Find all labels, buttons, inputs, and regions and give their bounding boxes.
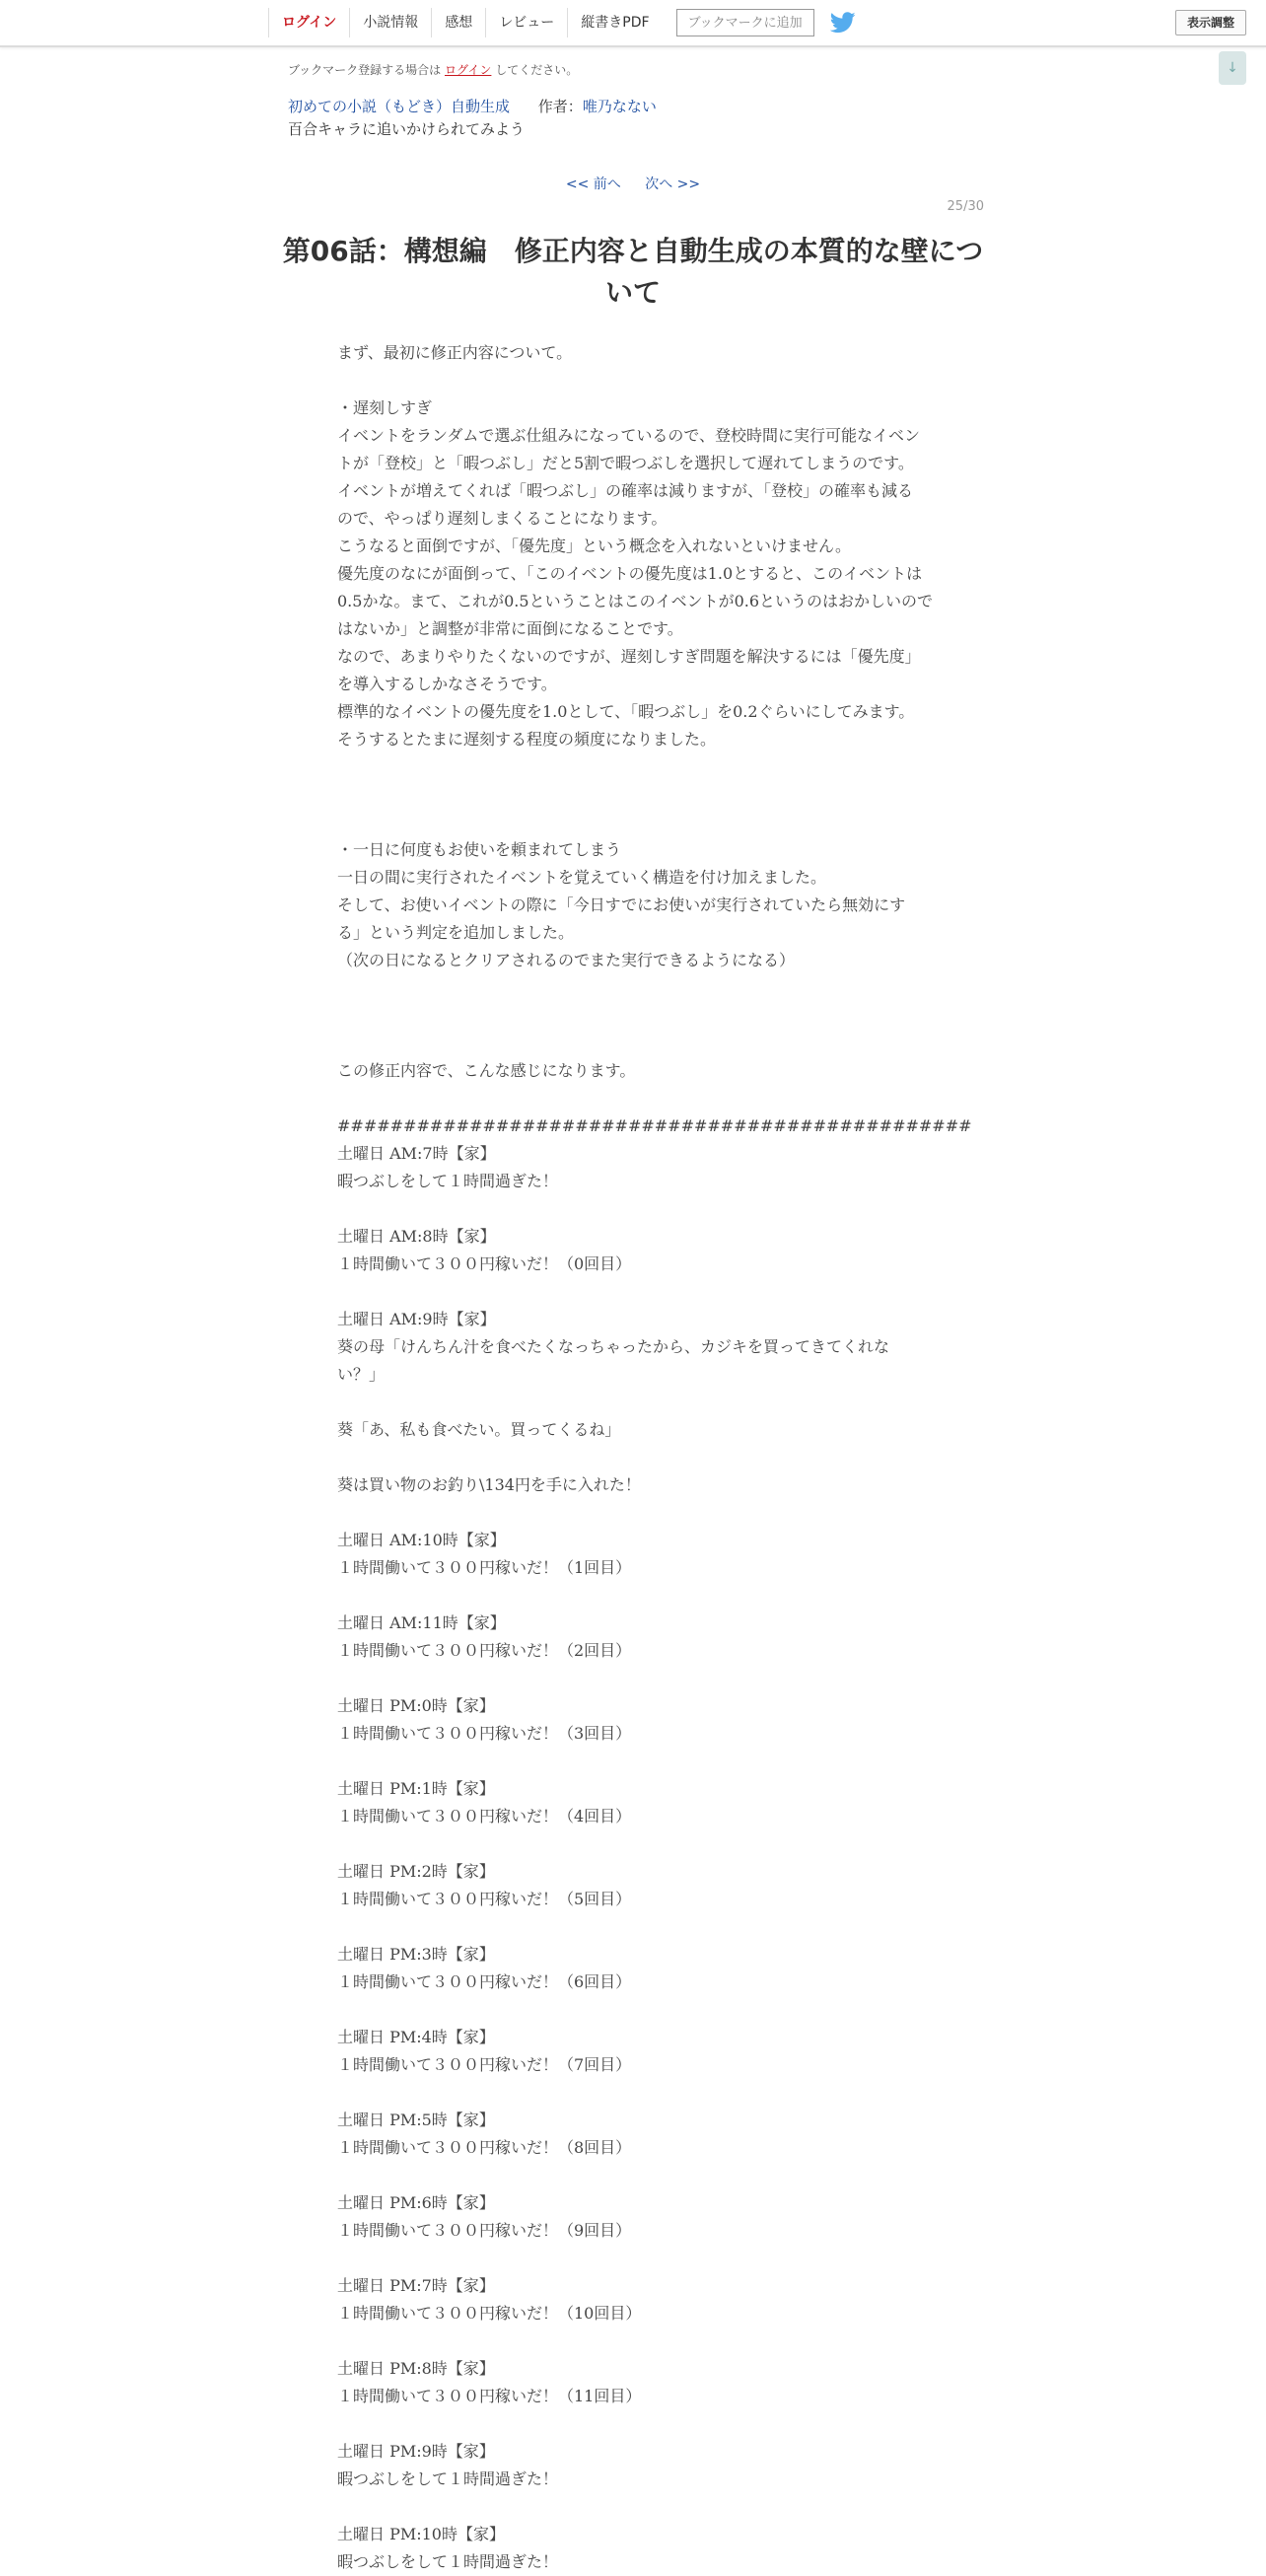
body-line: なので、あまりやりたくないのですが、遅刻しすぎ問題を解決するには「優先度」 xyxy=(337,647,921,666)
body-line: 土曜日 PM:1時【家】 xyxy=(337,1779,495,1798)
twitter-icon[interactable] xyxy=(830,11,858,35)
body-line: まず、最初に修正内容について。 xyxy=(337,343,573,362)
body-line xyxy=(337,974,929,1002)
body-line xyxy=(337,1499,929,1527)
body-line: 土曜日 AM:10時【家】 xyxy=(337,1531,506,1549)
body-line xyxy=(337,1444,929,1471)
body-line: 葵は買い物のお釣り\134円を手に入れた！ xyxy=(337,1475,641,1494)
body-line xyxy=(337,2327,929,2355)
body-line xyxy=(337,1665,929,1692)
body-line xyxy=(337,1030,929,1057)
body-line: ので、やっぱり遅刻しまくることになります。 xyxy=(337,509,668,528)
add-bookmark-button[interactable]: ブックマークに追加 xyxy=(676,9,814,36)
body-line: 葵「あ、私も食べたい。買ってくるね」 xyxy=(337,1420,621,1439)
body-line: 標準的なイベントの優先度を1.0として、「暇つぶし」を0.2ぐらいにしてみます。 xyxy=(337,702,915,721)
body-line: 暇つぶしをして１時間過ぎた！ xyxy=(337,2469,559,2488)
body-line: そうするとたまに遅刻する程度の頻度になりました。 xyxy=(337,730,717,749)
body-line xyxy=(337,367,929,394)
next-page-link[interactable]: 次へ >> xyxy=(645,177,701,192)
body-line: 暇つぶしをして１時間過ぎた！ xyxy=(337,2552,559,2571)
body-line: い？」 xyxy=(337,1365,386,1384)
body-line: こうなると面倒ですが、「優先度」という概念を入れないといけません。 xyxy=(337,537,851,555)
body-line: ・遅刻しすぎ xyxy=(337,398,433,417)
nav-vertical-pdf[interactable]: 縦書きPDF xyxy=(567,8,662,37)
body-line xyxy=(337,1830,929,1858)
body-line: １時間働いて３００円稼いだ！（6回目） xyxy=(337,1972,632,1991)
body-line: １時間働いて３００円稼いだ！（2回目） xyxy=(337,1641,632,1660)
series-info xyxy=(288,96,657,116)
body-line xyxy=(337,2079,929,2107)
author-link[interactable]: 唯乃なない xyxy=(582,98,657,115)
body-line: 土曜日 PM:7時【家】 xyxy=(337,2276,495,2295)
body-line: 土曜日 AM:11時【家】 xyxy=(337,1613,506,1632)
pager xyxy=(0,174,1266,193)
body-line: る」という判定を追加しました。 xyxy=(337,923,575,942)
body-line: ・一日に何度もお使いを頼まれてしまう xyxy=(337,840,622,859)
nav-impressions[interactable]: 感想 xyxy=(431,8,485,37)
body-line: 土曜日 PM:8時【家】 xyxy=(337,2359,495,2378)
body-line: 優先度のなにが面倒って、「このイベントの優先度は1.0とすると、このイベントは xyxy=(337,564,923,583)
body-line xyxy=(337,781,929,809)
body-line: 土曜日 PM:3時【家】 xyxy=(337,1945,495,1964)
chapter-subtitle: 百合キャラに追いかけられてみよう xyxy=(288,120,526,138)
body-line: 土曜日 AM:9時【家】 xyxy=(337,1310,496,1328)
body-line: 一日の間に実行されたイベントを覚えていく構造を付け加えました。 xyxy=(337,868,827,887)
login-link[interactable]: ログイン xyxy=(445,63,492,77)
series-title-link[interactable]: 初めての小説（もどき）自動生成 xyxy=(288,98,511,115)
chapter-body xyxy=(337,339,972,2576)
body-line: 土曜日 AM:7時【家】 xyxy=(337,1144,496,1163)
body-line: 土曜日 PM:6時【家】 xyxy=(337,2193,495,2212)
body-line: （次の日になるとクリアされるのでまた実行できるようになる） xyxy=(337,951,796,969)
login-note-suffix: してください。 xyxy=(495,63,579,77)
body-line xyxy=(337,2245,929,2272)
body-line: を導入するしかなさそうです。 xyxy=(337,675,557,693)
chapter-title: 第06話：構想編 修正内容と自動生成の本質的な壁について xyxy=(282,235,984,309)
body-line: １時間働いて３００円稼いだ！（8回目） xyxy=(337,2138,632,2157)
body-line: 暇つぶしをして１時間過ぎた！ xyxy=(337,1172,559,1190)
body-line xyxy=(337,1913,929,1941)
body-line xyxy=(337,1748,929,1775)
body-line: 土曜日 PM:10時【家】 xyxy=(337,2525,505,2543)
body-line: １時間働いて３００円稼いだ！（7回目） xyxy=(337,2055,632,2074)
body-line xyxy=(337,2410,929,2438)
body-line xyxy=(337,1996,929,2024)
body-line: この修正内容で、こんな感じになります。 xyxy=(337,1061,636,1080)
nav-review[interactable]: レビュー xyxy=(485,8,567,37)
body-line: 土曜日 PM:9時【家】 xyxy=(337,2442,495,2461)
body-line xyxy=(337,1278,929,1306)
nav-login[interactable]: ログイン xyxy=(268,8,349,37)
body-line xyxy=(337,2493,929,2521)
body-line xyxy=(337,1002,929,1030)
body-line xyxy=(337,1085,929,1112)
body-line: １時間働いて３００円稼いだ！（5回目） xyxy=(337,1890,632,1908)
body-line: １時間働いて３００円稼いだ！（9回目） xyxy=(337,2221,632,2240)
body-line: ################################################ xyxy=(337,1116,972,1135)
body-line: 葵の母「けんちん汁を食べたくなっちゃったから、カジキを買ってきてくれな xyxy=(337,1337,890,1356)
body-line: １時間働いて３００円稼いだ！（1回目） xyxy=(337,1558,632,1577)
body-line: １時間働いて３００円稼いだ！（11回目） xyxy=(337,2387,642,2405)
body-line xyxy=(337,2162,929,2189)
author-label: 作者： xyxy=(537,98,583,115)
body-line xyxy=(337,809,929,836)
display-settings-button[interactable]: 表示調整 xyxy=(1175,10,1246,36)
body-line: はないか」と調整が非常に面倒になることです。 xyxy=(337,619,683,638)
top-nav-bar xyxy=(0,0,1266,47)
body-line: 土曜日 AM:8時【家】 xyxy=(337,1227,496,1246)
body-line: １時間働いて３００円稼いだ！（4回目） xyxy=(337,1807,632,1825)
login-note-prefix: ブックマーク登録する場合は xyxy=(288,63,442,77)
body-line: イベントが増えてくれば「暇つぶし」の確率は減りますが、「登校」の確率も減る xyxy=(337,481,914,500)
body-line: １時間働いて３００円稼いだ！（0回目） xyxy=(337,1254,632,1273)
body-line: 土曜日 PM:4時【家】 xyxy=(337,2028,495,2046)
body-line: イベントをランダムで選ぶ仕組みになっているので、登校時間に実行可能なイベン xyxy=(337,426,921,445)
bookmark-login-note xyxy=(288,61,578,78)
body-line xyxy=(337,1389,929,1416)
nav-menu xyxy=(268,0,858,45)
nav-novel-info[interactable]: 小説情報 xyxy=(349,8,431,37)
body-line: 0.5かな。まて、これが0.5ということはこのイベントが0.6というのはおかしいので xyxy=(337,592,934,610)
page-counter: 25/30 xyxy=(947,199,984,214)
body-line xyxy=(337,1582,929,1610)
body-line: １時間働いて３００円稼いだ！（3回目） xyxy=(337,1724,632,1743)
body-line: そして、お使いイベントの際に「今日すでにお使いが実行されていたら無効にす xyxy=(337,895,906,914)
body-line: 土曜日 PM:5時【家】 xyxy=(337,2111,495,2129)
body-line: 土曜日 PM:0時【家】 xyxy=(337,1696,495,1715)
prev-page-link[interactable]: << 前へ xyxy=(565,177,621,192)
body-line: １時間働いて３００円稼いだ！（10回目） xyxy=(337,2304,642,2323)
body-line: 土曜日 PM:2時【家】 xyxy=(337,1862,495,1881)
body-line xyxy=(337,753,929,781)
body-line: トが「登校」と「暇つぶし」だと5割で暇つぶしを選択して遅れてしまうのです。 xyxy=(337,454,914,472)
scroll-down-tab[interactable]: ↓ xyxy=(1219,51,1246,85)
body-line xyxy=(337,1195,929,1223)
